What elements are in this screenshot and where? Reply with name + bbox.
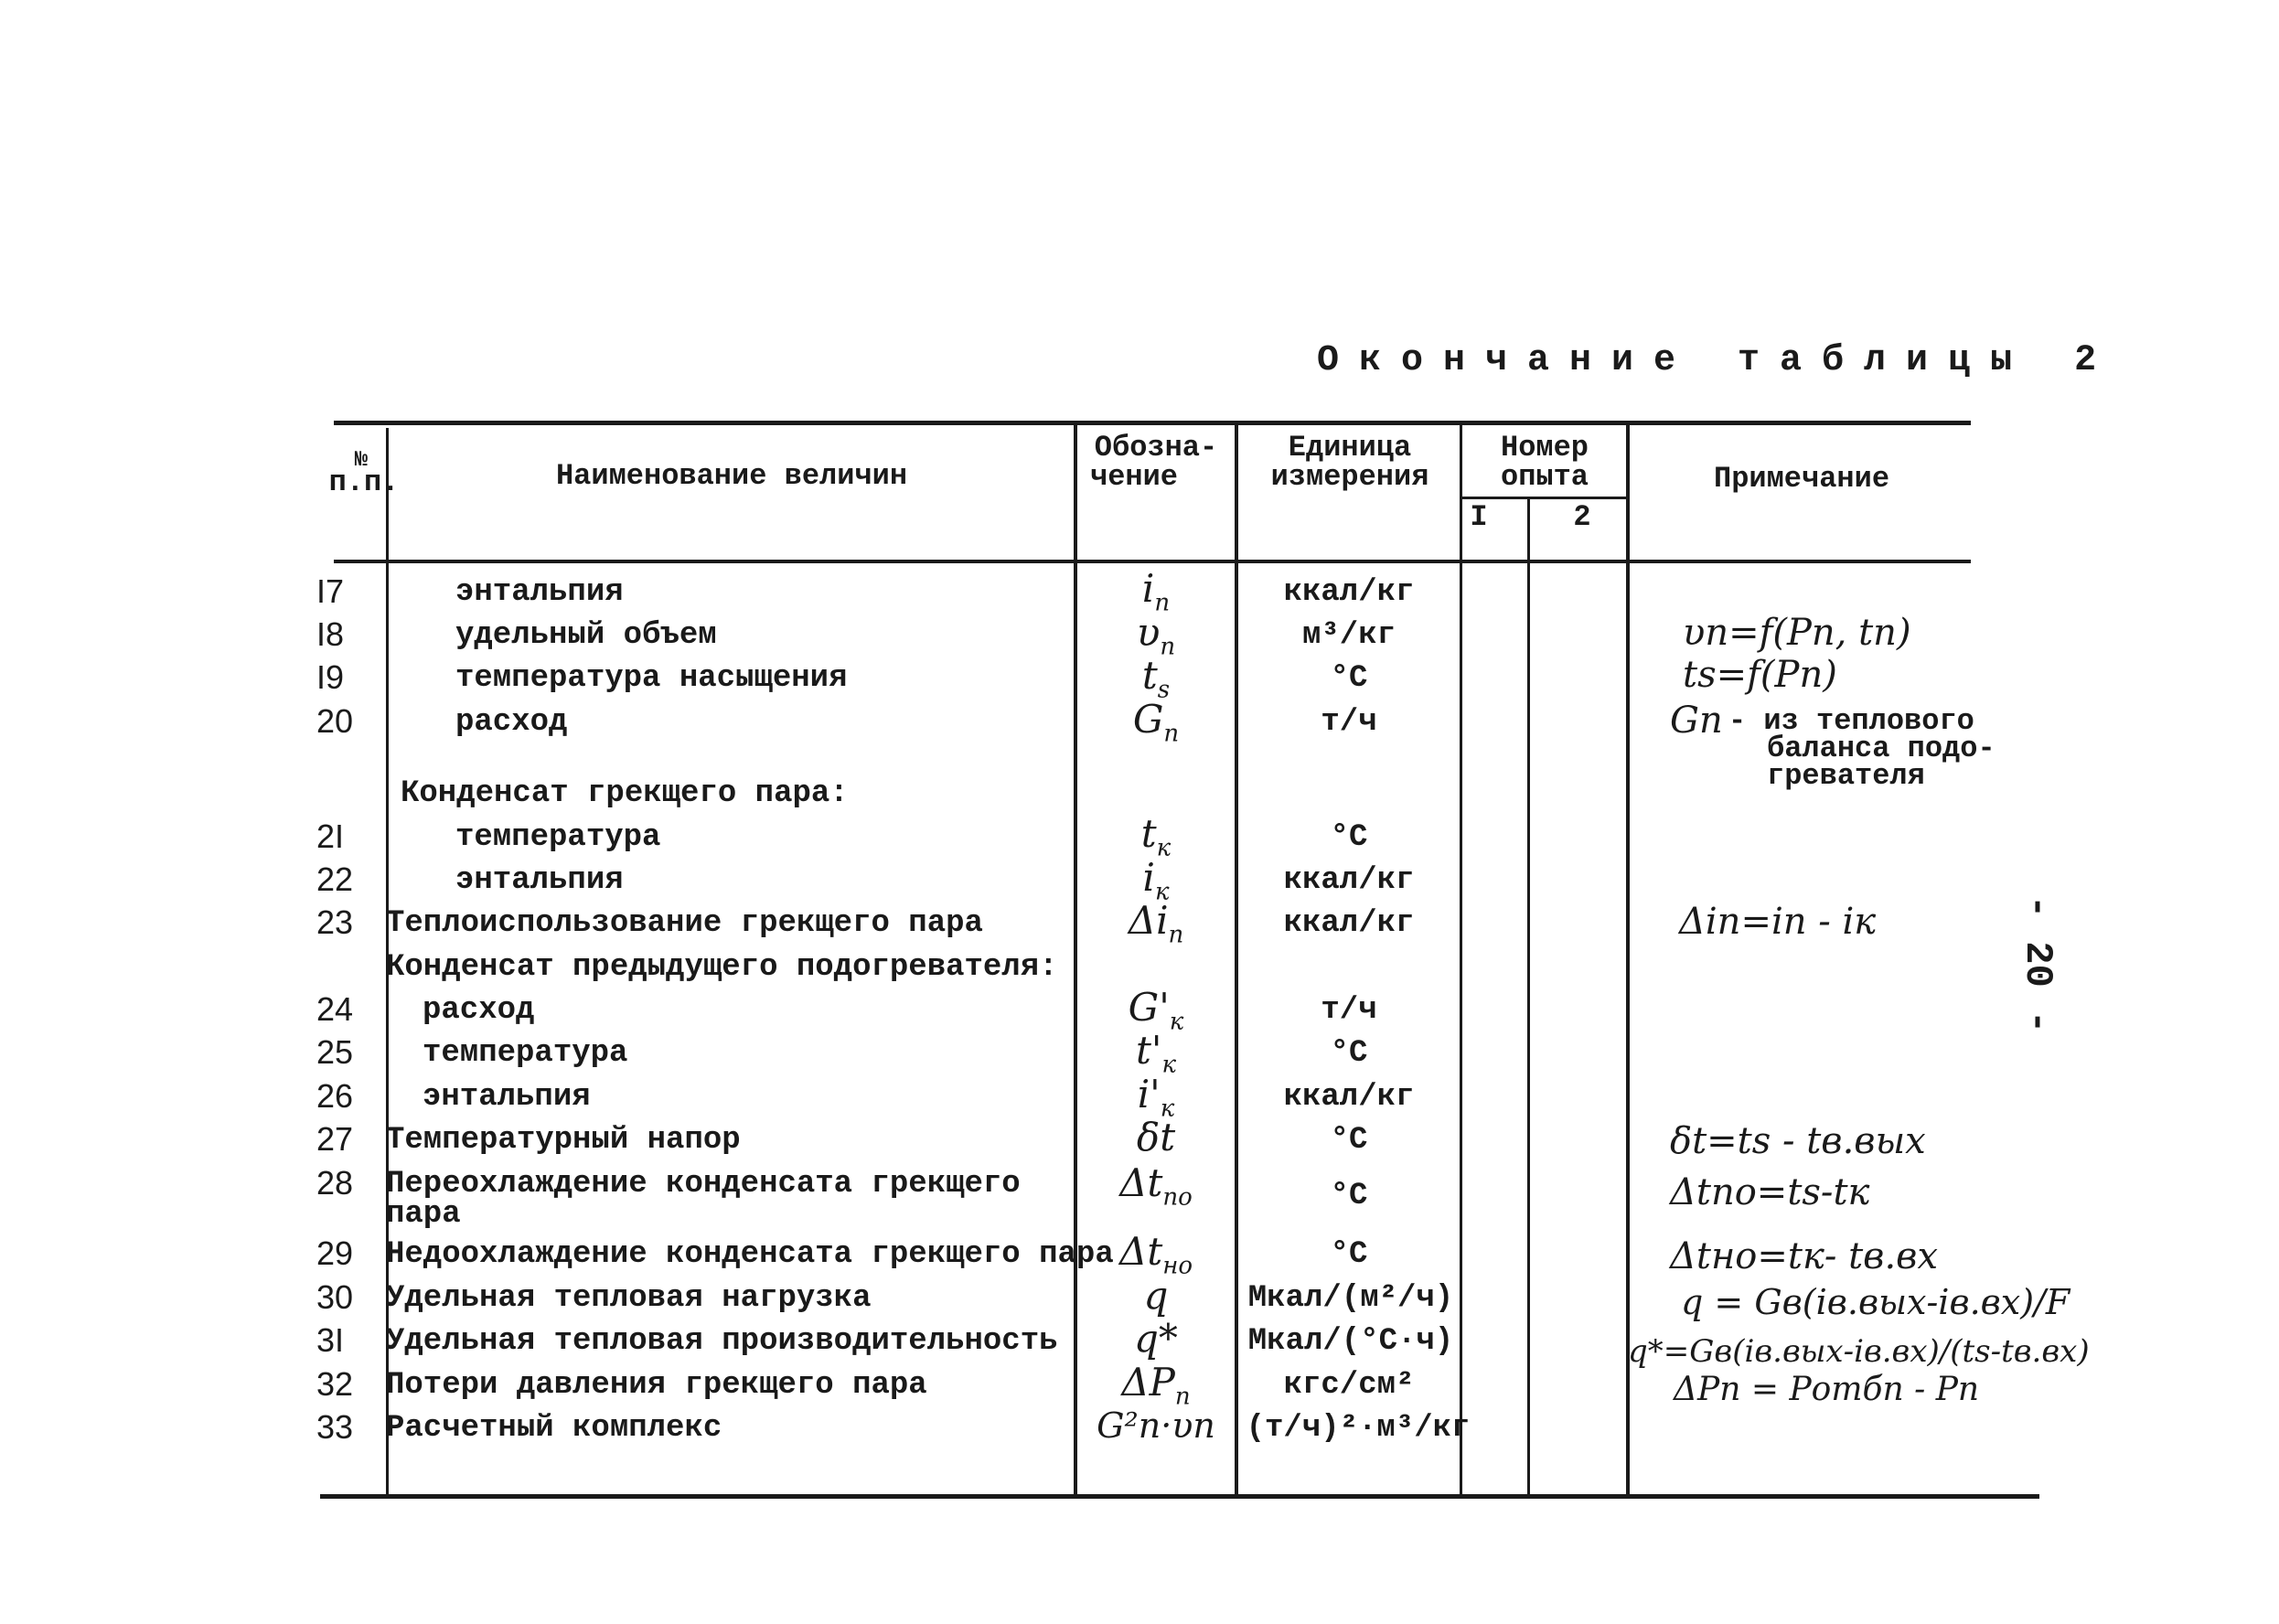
row-note-text: баланса подо-	[1767, 732, 1995, 765]
row-name: Теплоиспользование грекщего пара	[386, 906, 983, 941]
header-num-l2: п.п.	[328, 465, 400, 499]
row-unit: °С	[1330, 1123, 1368, 1158]
row-name: температура насыщения	[455, 661, 848, 696]
row-name: Потери давления грекщего пара	[386, 1368, 927, 1403]
row-num: 23	[316, 903, 354, 941]
row-note: Δiп=iп - iк	[1679, 901, 1877, 943]
col-rule-exp	[1527, 498, 1530, 1496]
row-name: Температурный напор	[386, 1123, 741, 1158]
row-num: 25	[316, 1033, 354, 1071]
header-exp-1: I	[1470, 500, 1488, 534]
row-note: Δtпо=ts-tк	[1670, 1171, 1870, 1213]
row-name: температура	[423, 1036, 628, 1071]
row-note: Δtно=tк- tв.вх	[1670, 1235, 1939, 1277]
row-num: 30	[316, 1278, 354, 1316]
table-caption: Окончание таблицы 2	[1317, 340, 2117, 381]
page-number: - 20 -	[2016, 895, 2060, 1034]
row-num: 3I	[316, 1321, 345, 1359]
header-exp-2: 2	[1573, 500, 1591, 534]
row-symbol: q	[1143, 1273, 1169, 1318]
row-unit: кгс/см²	[1283, 1368, 1415, 1403]
row-num: 2I	[316, 817, 345, 855]
header-symbol-l2: чение	[1089, 460, 1178, 494]
col-rule-name	[1074, 422, 1077, 1496]
exp-subheader-rule	[1461, 497, 1628, 499]
row-symbol: $t_к$	[1140, 811, 1172, 862]
row-name: Удельная тепловая производительность	[386, 1324, 1058, 1359]
row-note: ts=f(Pп)	[1683, 654, 1837, 696]
row-num: 33	[316, 1408, 354, 1446]
row-symbol: $G'_к$	[1128, 985, 1184, 1036]
row-symbol: G²п·υп	[1097, 1405, 1215, 1446]
row-note-symbol: Gп	[1670, 700, 1723, 742]
row-symbol: $i_к$	[1142, 855, 1170, 906]
header-note: Примечание	[1713, 462, 1890, 496]
table-bottom-rule	[320, 1494, 2039, 1499]
row-unit: т/ч	[1321, 993, 1377, 1028]
row-symbol: $G_п$	[1132, 697, 1180, 748]
header-exp-l1: Номер	[1500, 431, 1589, 465]
row-name-cont: пара	[386, 1197, 461, 1232]
row-note: υп=f(Pп, tп)	[1683, 612, 1911, 654]
header-unit-l1: Единица	[1288, 431, 1412, 465]
row-unit: Мкал/(м²/ч)	[1247, 1281, 1454, 1316]
row-unit: °С	[1330, 661, 1368, 696]
row-unit: (т/ч)²·м³/кг	[1246, 1411, 1471, 1446]
row-num: 32	[316, 1365, 354, 1403]
row-symbol: $\Delta i_п$	[1128, 898, 1184, 949]
row-unit: ккал/кг	[1283, 906, 1415, 941]
row-unit: Мкал/(°С·ч)	[1247, 1324, 1454, 1359]
row-unit: °С	[1330, 820, 1368, 855]
row-unit: ккал/кг	[1283, 863, 1415, 898]
row-name: расход	[423, 993, 535, 1028]
row-unit: ккал/кг	[1283, 575, 1415, 610]
row-num: 26	[316, 1077, 354, 1115]
row-note: q*=Gв(iв.вых-iв.вх)/(ts-tв.вх)	[1628, 1333, 2090, 1370]
header-num-l1: №	[354, 448, 369, 473]
row-unit: °С	[1330, 1179, 1368, 1213]
row-symbol: $i'_к$	[1137, 1072, 1175, 1123]
row-num: 27	[316, 1120, 354, 1158]
row-symbol: $\Delta t_{но}$	[1119, 1229, 1193, 1280]
row-name: Удельная тепловая нагрузка	[386, 1281, 872, 1316]
table-top-rule	[334, 421, 1971, 425]
row-symbol: $t_s$	[1141, 653, 1171, 704]
header-bottom-rule	[334, 560, 1971, 563]
row-unit: ккал/кг	[1283, 1080, 1415, 1115]
row-num: 28	[316, 1164, 354, 1202]
row-note: ΔPп = Pотбп - Pп	[1674, 1371, 1980, 1408]
row-name: энтальпия	[423, 1080, 591, 1115]
row-name: энтальпия	[455, 863, 624, 898]
row-unit: т/ч	[1321, 705, 1377, 740]
row-name: энтальпия	[455, 575, 624, 610]
row-symbol: $\upsilon_п$	[1136, 610, 1176, 661]
header-unit-l2: измерения	[1270, 460, 1429, 494]
row-name: температура	[455, 820, 661, 855]
row-num: 20	[316, 702, 354, 740]
row-num: I7	[316, 572, 345, 610]
row-name: Переохлаждение конденсата грекщего	[386, 1167, 1021, 1202]
row-symbol: q*	[1134, 1316, 1178, 1361]
row-symbol: $\Delta t_{по}$	[1119, 1160, 1193, 1212]
row-unit: °С	[1330, 1036, 1368, 1071]
row-name: Недоохлаждение конденсата грекщего пара	[386, 1237, 1114, 1272]
row-num: I8	[316, 615, 345, 653]
row-num: 29	[316, 1234, 354, 1272]
row-num: 24	[316, 990, 354, 1028]
row-name: Конденсат грекщего пара:	[401, 776, 849, 811]
row-note: δt=ts - tв.вых	[1670, 1120, 1926, 1162]
row-num: I9	[316, 658, 345, 696]
row-name: удельный объем	[455, 618, 717, 653]
header-symbol-l1: Обозна-	[1094, 431, 1218, 465]
header-name: Наименование величин	[555, 459, 908, 493]
row-symbol: $\Delta P_п$	[1121, 1360, 1191, 1411]
row-note-text: гревателя	[1767, 759, 1925, 793]
row-name: Конденсат предыдущего подогревателя:	[386, 950, 1058, 985]
row-note-text: - из теплового	[1728, 704, 1974, 738]
row-note: q = Gв(iв.вых-iв.вх)/F	[1681, 1282, 2070, 1322]
row-symbol: δt	[1136, 1115, 1176, 1159]
header-exp-l2: опыта	[1500, 460, 1589, 494]
row-unit: °С	[1330, 1237, 1368, 1272]
row-unit: м³/кг	[1301, 618, 1396, 653]
row-symbol: $t'_к$	[1136, 1028, 1176, 1079]
row-name: расход	[455, 705, 568, 740]
row-num: 22	[316, 860, 354, 898]
row-name: Расчетный комплекс	[386, 1411, 722, 1446]
row-symbol: $i_п$	[1141, 566, 1171, 617]
